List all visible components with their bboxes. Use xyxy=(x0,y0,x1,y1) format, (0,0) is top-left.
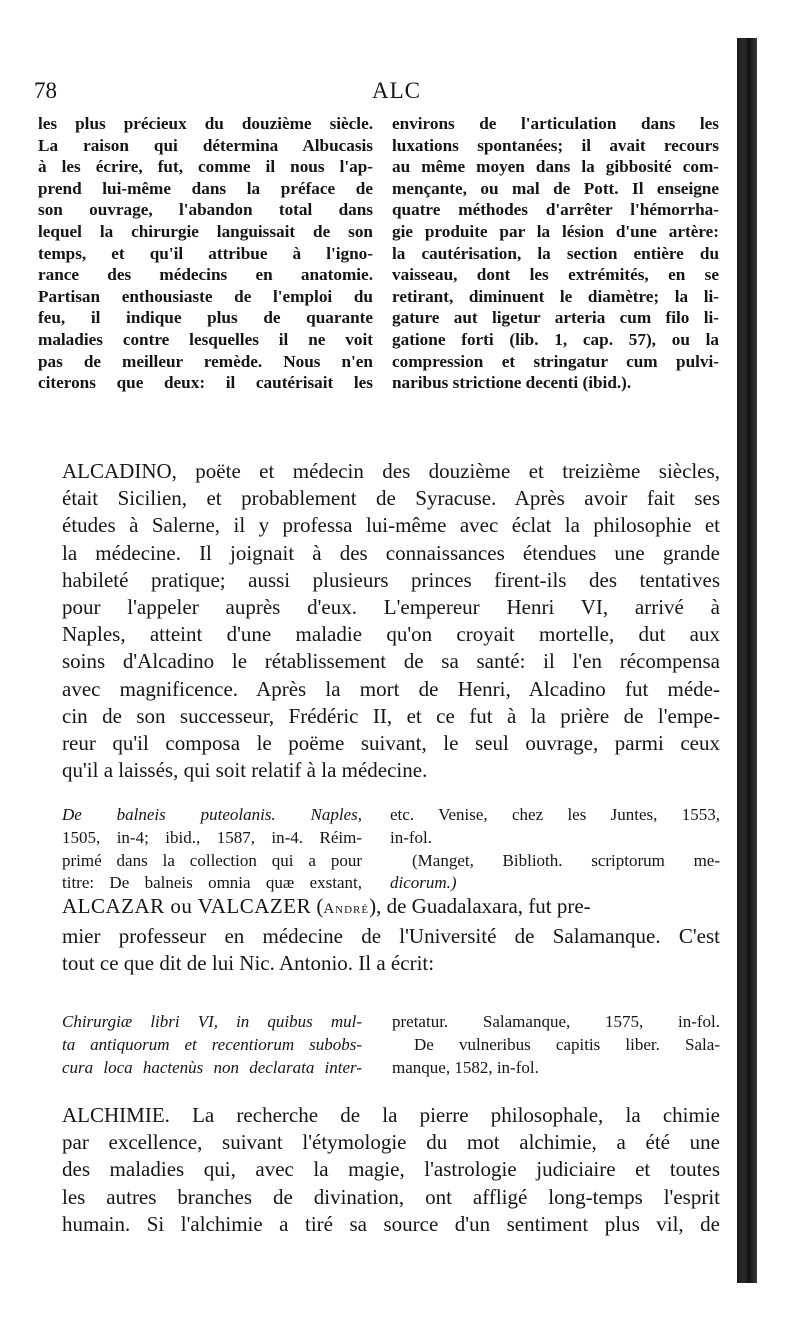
entry-alcazar xyxy=(62,893,720,978)
bibliography-right xyxy=(390,804,720,895)
text-line: feu, il indique plus de quarante xyxy=(38,308,373,328)
entry-alcadino xyxy=(62,458,720,784)
entry-alchimie xyxy=(62,1102,720,1238)
text-line: mençante, ou mal de Pott. Il enseigne xyxy=(392,178,719,198)
bibliography-left xyxy=(62,1011,362,1079)
text-line: luxations spontanées; il avait recours xyxy=(392,135,719,155)
text-line: prend lui-même dans la préface de xyxy=(38,178,373,198)
text-line: quatre méthodes d'arrêter l'hémorrha- xyxy=(392,200,719,220)
text-line: les plus précieux du douzième siècle. xyxy=(38,114,373,133)
entry-line: ALCAZAR ou VALCAZER (André), de Guadalaxara, fut pre- xyxy=(62,894,591,918)
entry-line: pour l'appeler auprès d'eux. L'empereur Henri VI, arrivé à xyxy=(62,595,720,620)
text-line: gie produite par la lésion d'une artère: xyxy=(392,221,719,241)
text-line: environs de l'articulation dans les xyxy=(392,114,719,133)
text-line: compression et stringatur cum pulvi- xyxy=(392,351,719,371)
text-line: maladies contre lesquelles il ne voit xyxy=(38,329,373,349)
text-line: rance des médecins en anatomie. xyxy=(38,265,373,285)
text-line: vaisseau, dont les extrémités, en se xyxy=(392,265,719,285)
book-spine-edge xyxy=(737,38,757,1283)
text-line: gatione forti (lib. 1, cap. 57), ou la xyxy=(392,329,719,349)
entry-line: mier professeur en médecine de l'Université de Salamanque. C'est xyxy=(62,924,720,949)
biblio-line: De balneis puteolanis. Naples, xyxy=(62,805,362,824)
entry-line: avec magnificence. Après la mort de Henri, Alcadino fut méde- xyxy=(62,676,720,701)
text-line: retirant, diminuent le diamètre; la li- xyxy=(392,286,719,306)
entry-line: la médecine. Il joignait à des connaissances étendues une grande xyxy=(62,540,720,565)
entry-line: soins d'Alcadino le rétablissement de sa santé: il l'en récompensa xyxy=(62,649,720,674)
text-line: au même moyen dans la gibbosité com- xyxy=(392,157,719,177)
entry-line: ALCADINO, poëte et médecin des douzième et treizième siècles, xyxy=(62,459,720,483)
biblio-line: primé dans la collection qui a pour xyxy=(62,850,362,870)
biblio-line: cura loca hactenùs non declarata inter- xyxy=(62,1057,362,1077)
entry-line: Naples, atteint d'une maladie qu'on croyait mortelle, dut aux xyxy=(62,622,720,647)
biblio-line: De vulneribus capitis liber. Sala- xyxy=(414,1034,720,1054)
text-line: son ouvrage, l'abandon total dans xyxy=(38,200,373,220)
entry-line: était Sicilien, et probablement de Syracuse. Après avoir fait ses xyxy=(62,486,720,511)
text-line: à les écrire, fut, comme il nous l'ap- xyxy=(38,157,373,177)
entry-line: humain. Si l'alchimie a tiré sa source d'un sentiment plus vil, de xyxy=(62,1211,720,1236)
text-line: lequel la chirurgie languissait de son xyxy=(38,221,373,241)
entry-line: habileté pratique; aussi plusieurs princes firent-ils des tentatives xyxy=(62,567,720,592)
biblio-line: 1505, in-4; ibid., 1587, in-4. Réim- xyxy=(62,827,362,847)
biblio-line: (Manget, Biblioth. scriptorum me- xyxy=(412,850,720,870)
text-line: temps, et qu'il attribue à l'igno- xyxy=(38,243,373,263)
entry-line: ALCHIMIE. La recherche de la pierre philosophale, la chimie xyxy=(62,1103,720,1127)
page-number: 78 xyxy=(34,78,57,103)
author-firstname: André xyxy=(323,901,370,917)
biblio-line: pretatur. Salamanque, 1575, in-fol. xyxy=(392,1012,720,1031)
bibliography-right xyxy=(392,1011,720,1079)
left-column xyxy=(38,113,373,394)
headword: ALCAZAR ou VALCAZER xyxy=(62,894,312,918)
text-line: la cautérisation, la section entière du xyxy=(392,243,719,263)
entry-line: reur qu'il composa le poëme suivant, le seul ouvrage, parmi ceux xyxy=(62,731,720,756)
text-line: La raison qui détermina Albucasis xyxy=(38,135,373,155)
biblio-line: in-fol. xyxy=(390,827,433,847)
bibliography-left xyxy=(62,804,362,895)
entry-line: qu'il a laissés, qui soit relatif à la médecine. xyxy=(62,758,428,783)
entry-text: , de Guadalaxara, fut pre- xyxy=(376,894,591,918)
biblio-line: dicorum.) xyxy=(390,873,457,893)
biblio-line: titre: De balneis omnia quæ exstant, xyxy=(62,873,362,893)
text-line: citerons que deux: il cautérisait les xyxy=(38,373,373,393)
biblio-line: etc. Venise, chez les Juntes, 1553, xyxy=(390,805,720,824)
entry-line: études à Salerne, il y professa lui-même avec éclat la philosophie et xyxy=(62,513,720,538)
running-head: ALC xyxy=(372,78,421,103)
text-line: gature aut ligetur arteria cum filo li- xyxy=(392,308,719,328)
entry-line: par excellence, suivant l'étymologie du mot alchimie, a été une xyxy=(62,1130,720,1155)
biblio-line: Chirurgiæ libri VI, in quibus mul- xyxy=(62,1012,362,1031)
text-line: naribus strictione decenti (ibid.). xyxy=(392,373,632,393)
biblio-line: ta antiquorum et recentiorum subobs- xyxy=(62,1034,362,1054)
biblio-line: manque, 1582, in-fol. xyxy=(392,1057,539,1077)
entry-line: des maladies qui, avec la magie, l'astrologie judiciaire et toutes xyxy=(62,1157,720,1182)
entry-line: tout ce que dit de lui Nic. Antonio. Il a écrit: xyxy=(62,951,435,976)
right-column xyxy=(392,113,719,394)
page-header xyxy=(34,78,724,108)
text-line: pas de meilleur remède. Nous n'en xyxy=(38,351,373,371)
entry-line: cin de son successeur, Frédéric II, et ce fut à la prière de l'empe- xyxy=(62,703,720,728)
text-line: Partisan enthousiaste de l'emploi du xyxy=(38,286,373,306)
entry-line: les autres branches de divination, ont affligé long-temps l'esprit xyxy=(62,1184,720,1209)
